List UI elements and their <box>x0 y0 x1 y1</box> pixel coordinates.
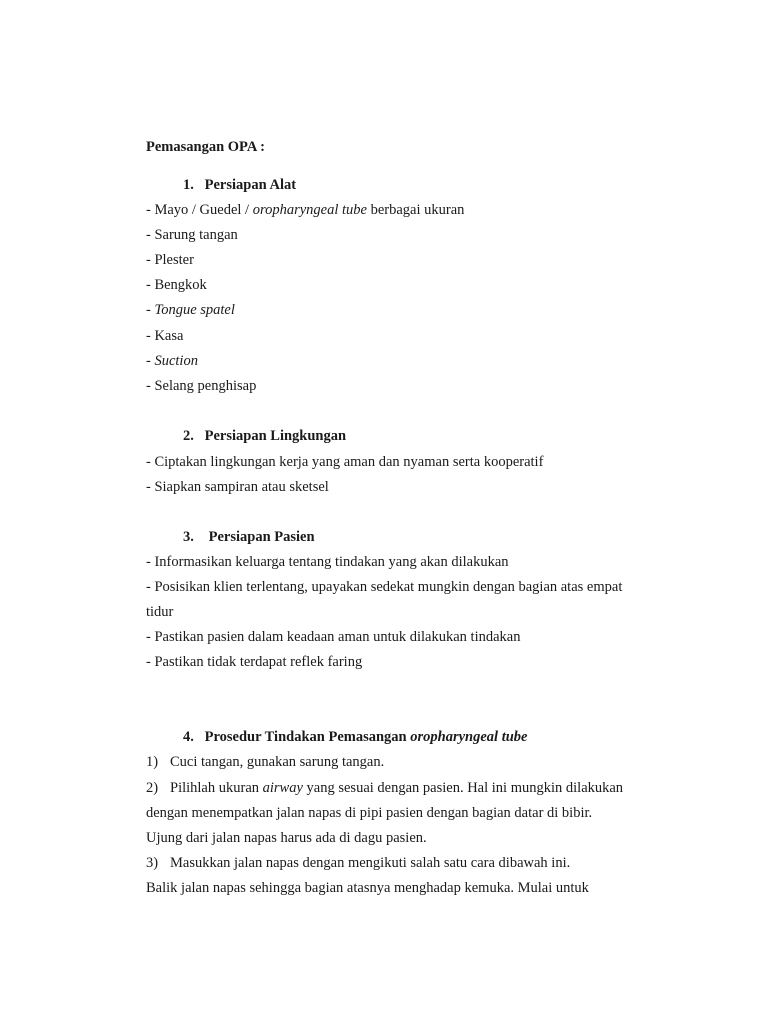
list-item-italic: oropharyngeal tube <box>252 202 367 218</box>
step-text: yang sesuai dengan pasien. Hal ini mungkin dilakukan <box>302 780 624 796</box>
section-number: 4. <box>183 729 194 745</box>
list-item-text: - <box>146 302 155 318</box>
procedure-step-continuation: dengan menempatkan jalan napas di pipi pasien dengan bagian datar di bibir. <box>146 805 593 821</box>
step-italic: airway <box>262 780 303 796</box>
step-text: Pilihlah ukuran <box>170 780 263 796</box>
list-item-text: - <box>146 353 155 369</box>
section-heading-text: Persiapan Pasien <box>208 529 315 545</box>
procedure-step <box>146 854 570 872</box>
list-item: - Informasikan keluarga tentang tindakan yang akan dilakukan <box>146 554 509 570</box>
step-text: Cuci tangan, gunakan sarung tangan. <box>170 754 385 770</box>
procedure-step-continuation: Balik jalan napas sehingga bagian atasnya menghadap kemuka. Mulai untuk <box>146 880 589 896</box>
section-heading-persiapan-pasien <box>183 528 315 546</box>
list-item: - Pastikan tidak terdapat reflek faring <box>146 654 363 670</box>
list-item <box>146 352 198 370</box>
section-heading-italic: oropharyngeal tube <box>410 729 528 745</box>
list-item-continuation: tidur <box>146 604 174 620</box>
list-item-text: - Mayo / Guedel / <box>146 202 253 218</box>
document-title: Pemasangan OPA : <box>146 139 265 155</box>
list-item: - Kasa <box>146 328 184 344</box>
list-item <box>146 301 235 319</box>
procedure-step-continuation: Ujung dari jalan napas harus ada di dagu pasien. <box>146 830 427 846</box>
list-item: - Bengkok <box>146 277 207 293</box>
section-heading-persiapan-alat <box>183 176 296 194</box>
procedure-step <box>146 753 384 771</box>
section-number: 1. <box>183 177 194 193</box>
list-item: - Sarung tangan <box>146 227 238 243</box>
section-number: 3. <box>183 529 194 545</box>
section-heading-persiapan-lingkungan <box>183 427 346 445</box>
list-item: - Ciptakan lingkungan kerja yang aman dan nyaman serta kooperatif <box>146 454 544 470</box>
step-number: 1) <box>146 754 159 770</box>
list-item: - Plester <box>146 252 194 268</box>
list-item: - Posisikan klien terlentang, upayakan sedekat mungkin dengan bagian atas empat <box>146 579 623 595</box>
step-number: 3) <box>146 855 159 871</box>
list-item-italic: Tongue spatel <box>154 302 235 318</box>
section-heading-prosedur <box>183 728 527 746</box>
section-heading-text: Persiapan Lingkungan <box>204 428 347 444</box>
list-item <box>146 201 464 219</box>
step-number: 2) <box>146 780 159 796</box>
section-heading-text: Prosedur Tindakan Pemasangan <box>204 729 411 745</box>
list-item: - Pastikan pasien dalam keadaan aman untuk dilakukan tindakan <box>146 629 521 645</box>
section-number: 2. <box>183 428 194 444</box>
list-item: - Selang penghisap <box>146 378 257 394</box>
list-item-italic: Suction <box>154 353 198 369</box>
step-text: Masukkan jalan napas dengan mengikuti salah satu cara dibawah ini. <box>170 855 571 871</box>
section-heading-text: Persiapan Alat <box>204 177 297 193</box>
procedure-step <box>146 779 623 797</box>
list-item-text: berbagai ukuran <box>366 202 465 218</box>
list-item: - Siapkan sampiran atau sketsel <box>146 479 329 495</box>
